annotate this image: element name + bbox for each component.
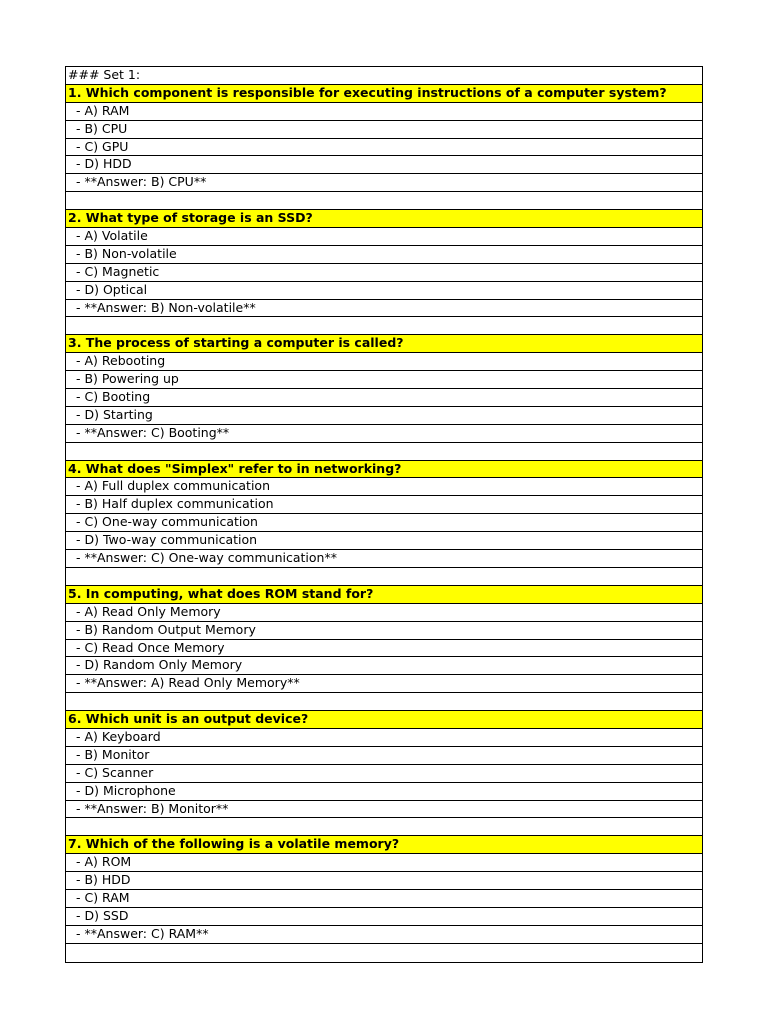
option-cell[interactable]: - A) Keyboard <box>66 729 702 747</box>
question-cell[interactable]: 4. What does "Simplex" refer to in networking? <box>66 461 702 479</box>
question-cell[interactable]: 3. The process of starting a computer is called? <box>66 335 702 353</box>
option-cell[interactable]: - C) Scanner <box>66 765 702 783</box>
option-cell[interactable]: - A) ROM <box>66 854 702 872</box>
option-cell[interactable]: - D) Starting <box>66 407 702 425</box>
blank-cell[interactable] <box>66 317 702 335</box>
option-cell[interactable]: - B) Non-volatile <box>66 246 702 264</box>
option-cell[interactable]: - B) HDD <box>66 872 702 890</box>
question-cell[interactable]: 6. Which unit is an output device? <box>66 711 702 729</box>
option-cell[interactable]: - C) Booting <box>66 389 702 407</box>
question-cell[interactable]: 5. In computing, what does ROM stand for? <box>66 586 702 604</box>
option-cell[interactable]: - A) Volatile <box>66 228 702 246</box>
blank-cell[interactable] <box>66 693 702 711</box>
option-cell[interactable]: - A) Read Only Memory <box>66 604 702 622</box>
quiz-spreadsheet <box>65 66 703 963</box>
answer-cell[interactable]: - **Answer: B) Monitor** <box>66 801 702 819</box>
option-cell[interactable]: - B) Half duplex communication <box>66 496 702 514</box>
blank-cell[interactable] <box>66 192 702 210</box>
blank-cell[interactable] <box>66 568 702 586</box>
answer-cell[interactable]: - **Answer: B) Non-volatile** <box>66 300 702 318</box>
answer-cell[interactable]: - **Answer: C) One-way communication** <box>66 550 702 568</box>
option-cell[interactable]: - D) HDD <box>66 156 702 174</box>
option-cell[interactable]: - C) GPU <box>66 139 702 157</box>
option-cell[interactable]: - C) RAM <box>66 890 702 908</box>
question-cell[interactable]: 2. What type of storage is an SSD? <box>66 210 702 228</box>
option-cell[interactable]: - D) Microphone <box>66 783 702 801</box>
option-cell[interactable]: - C) Magnetic <box>66 264 702 282</box>
blank-cell[interactable] <box>66 818 702 836</box>
option-cell[interactable]: - A) Rebooting <box>66 353 702 371</box>
option-cell[interactable]: - B) Powering up <box>66 371 702 389</box>
blank-cell[interactable] <box>66 443 702 461</box>
option-cell[interactable]: - C) Read Once Memory <box>66 640 702 658</box>
set-header-cell[interactable]: ### Set 1: <box>66 67 702 85</box>
question-cell[interactable]: 1. Which component is responsible for executing instructions of a computer system? <box>66 85 702 103</box>
option-cell[interactable]: - B) Monitor <box>66 747 702 765</box>
question-cell[interactable]: 7. Which of the following is a volatile memory? <box>66 836 702 854</box>
option-cell[interactable]: - D) Optical <box>66 282 702 300</box>
option-cell[interactable]: - A) RAM <box>66 103 702 121</box>
option-cell[interactable]: - B) Random Output Memory <box>66 622 702 640</box>
option-cell[interactable]: - A) Full duplex communication <box>66 478 702 496</box>
answer-cell[interactable]: - **Answer: A) Read Only Memory** <box>66 675 702 693</box>
blank-cell[interactable] <box>66 944 702 962</box>
option-cell[interactable]: - D) SSD <box>66 908 702 926</box>
option-cell[interactable]: - B) CPU <box>66 121 702 139</box>
option-cell[interactable]: - C) One-way communication <box>66 514 702 532</box>
answer-cell[interactable]: - **Answer: C) RAM** <box>66 926 702 944</box>
option-cell[interactable]: - D) Random Only Memory <box>66 657 702 675</box>
option-cell[interactable]: - D) Two-way communication <box>66 532 702 550</box>
answer-cell[interactable]: - **Answer: B) CPU** <box>66 174 702 192</box>
answer-cell[interactable]: - **Answer: C) Booting** <box>66 425 702 443</box>
